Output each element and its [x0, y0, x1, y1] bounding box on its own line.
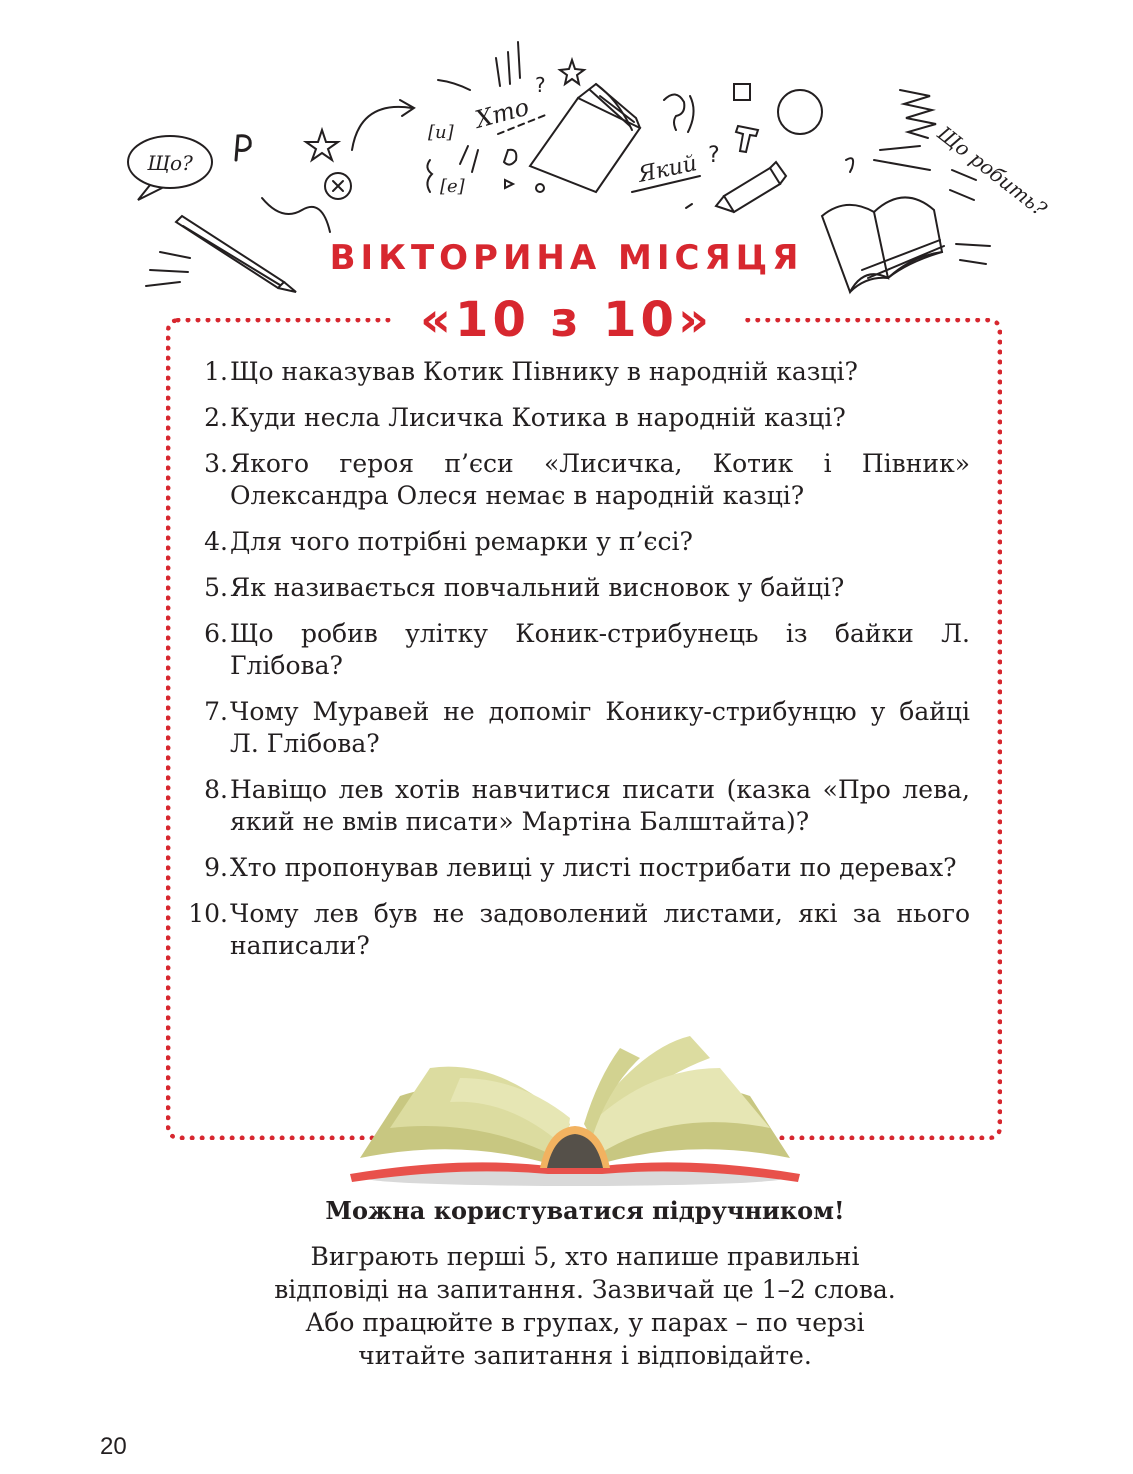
quiz-subtitle: «10 з 10» [420, 292, 713, 348]
doodle-word: Який [636, 151, 700, 188]
question-number: 9. [204, 853, 228, 882]
page-number: 20 [100, 1433, 127, 1460]
doodle-word: [е] [440, 176, 465, 197]
instruction-line: Або працюйте в групах, у парах – по черзі [305, 1308, 865, 1337]
squiggle-icon [262, 198, 330, 232]
letter-p-icon [236, 136, 250, 160]
question-text: Хто пропонував левиці у листі пострибати по деревах? [230, 853, 957, 882]
dash-lines-icon [460, 146, 478, 172]
question-item [176, 402, 970, 434]
open-book-illustration [340, 1028, 810, 1188]
question-item [176, 774, 970, 838]
question-number: 3. [204, 449, 228, 478]
question-item [176, 448, 970, 512]
svg-text:?: ? [535, 73, 546, 97]
textbook-note: Можна користуватися підручником! [325, 1196, 845, 1225]
speech-bubble-icon [128, 136, 212, 200]
instructions [0, 1240, 1133, 1372]
question-text: Навіщо лев хотів навчитися писати (казка «Про лева, який не вмів писати» Мартіна Балштайта)? [230, 775, 970, 836]
doodle-word: Хто [472, 92, 532, 134]
question-text: Куди несла Лисичка Котика в народній казці? [230, 403, 846, 432]
question-item [176, 852, 970, 884]
question-item [176, 696, 970, 760]
question-number: 8. [204, 775, 228, 804]
question-number: 6. [204, 619, 228, 648]
question-number: 1. [204, 357, 228, 386]
question-text: Для чого потрібні ремарки у п’єсі? [230, 527, 693, 556]
question-number: 10. [188, 899, 228, 928]
question-item [176, 572, 970, 604]
question-text: Чому Муравей не допоміг Конику-стрибунцю у байці Л. Глібова? [230, 697, 970, 758]
question-item [176, 898, 970, 962]
instruction-line: Виграють перші 5, хто напише правильні [310, 1242, 860, 1271]
star-icon [306, 130, 338, 160]
question-number: 2. [204, 403, 228, 432]
circle-icon [778, 90, 822, 134]
quiz-heading: ВІКТОРИНА МІСЯЦЯ [329, 238, 804, 278]
question-item [176, 356, 970, 388]
brace-icon [427, 160, 432, 192]
question-number: 7. [204, 697, 228, 726]
instruction-line: відповіді на запитання. Зазвичай це 1–2 слова. [274, 1275, 896, 1304]
question-item [176, 526, 970, 558]
instruction-line: читайте запитання і відповідайте. [358, 1341, 812, 1370]
zigzag-icon [900, 90, 936, 138]
circled-x-icon [325, 173, 351, 199]
question-text: Чому лев був не задоволений листами, які за нього написали? [230, 899, 970, 960]
doodle-word: Що? [147, 151, 193, 175]
curved-arrow-icon [352, 100, 414, 150]
square-icon [734, 84, 750, 100]
svg-text:?: ? [708, 143, 720, 168]
star-icon [560, 60, 584, 84]
book-icon [530, 84, 640, 192]
doodle-word: [и] [428, 122, 454, 143]
question-text: Що наказував Котик Півнику в народній казці? [230, 357, 858, 386]
doodle-word: Що робить? [932, 121, 1052, 222]
letter-t-icon [736, 126, 758, 152]
question-text: Якого героя п’єси «Лисичка, Котик і Півник» Олександра Олеся немає в народній казці? [230, 449, 970, 510]
pencil-icon [716, 162, 786, 212]
question-mark-icon [664, 94, 684, 130]
question-list [176, 356, 970, 976]
question-item [176, 618, 970, 682]
question-number: 4. [204, 527, 228, 556]
question-number: 5. [204, 573, 228, 602]
question-text: Що робив улітку Коник-стрибунець із байки Л. Глібова? [230, 619, 970, 680]
question-text: Як називається повчальний висновок у байці? [230, 573, 845, 602]
